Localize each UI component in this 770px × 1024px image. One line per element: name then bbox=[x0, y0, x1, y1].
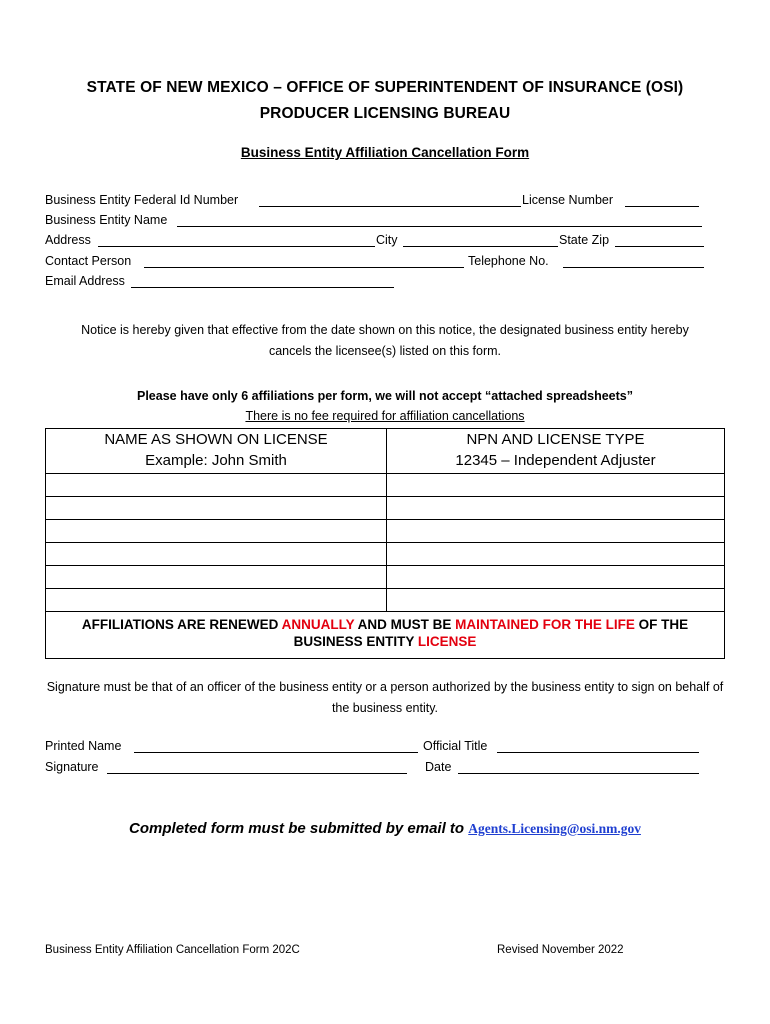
city-label: City bbox=[376, 233, 398, 247]
footer-form-id: Business Entity Affiliation Cancellation Form 202C bbox=[45, 944, 300, 956]
date-field[interactable] bbox=[458, 773, 699, 774]
name-cell[interactable] bbox=[46, 543, 387, 566]
telephone-label: Telephone No. bbox=[468, 254, 549, 268]
telephone-field[interactable] bbox=[563, 267, 704, 268]
form-title: Business Entity Affiliation Cancellation Form bbox=[240, 145, 530, 160]
name-cell[interactable] bbox=[46, 474, 387, 497]
table-row bbox=[46, 497, 725, 520]
signature-field[interactable] bbox=[107, 773, 407, 774]
contact-person-field[interactable] bbox=[144, 267, 464, 268]
no-fee-note: There is no fee required for affiliation cancellations bbox=[245, 409, 525, 423]
signature-authority-note: Signature must be that of an officer of the business entity or a person authorized by the business entity to sign on behalf of the business entity. bbox=[46, 680, 724, 715]
npn-cell[interactable] bbox=[387, 589, 725, 612]
npn-column-title: NPN AND LICENSE TYPE bbox=[466, 431, 645, 448]
agency-title: STATE OF NEW MEXICO – OFFICE OF SUPERINTENDENT OF INSURANCE (OSI) bbox=[86, 79, 684, 96]
submission-instructions bbox=[0, 820, 770, 837]
name-cell[interactable] bbox=[46, 566, 387, 589]
name-cell[interactable] bbox=[46, 520, 387, 543]
renewal-notice-row bbox=[46, 612, 725, 659]
table-row bbox=[46, 566, 725, 589]
entity-name-field[interactable] bbox=[177, 226, 702, 227]
contact-person-label: Contact Person bbox=[45, 254, 132, 268]
renewal-notice-annually: ANNUALLY bbox=[281, 617, 355, 632]
npn-cell[interactable] bbox=[387, 543, 725, 566]
state-zip-label: State Zip bbox=[559, 233, 610, 247]
npn-column-header bbox=[387, 429, 725, 474]
official-title-field[interactable] bbox=[497, 752, 699, 753]
footer-revised-date: Revised November 2022 bbox=[497, 944, 624, 956]
cancellation-notice: Notice is hereby given that effective from the date shown on this notice, the designated business entity hereby cancels the licensee(s) listed on this form. bbox=[81, 323, 689, 358]
address-label: Address bbox=[45, 233, 91, 247]
submission-text: Completed form must be submitted by email to bbox=[129, 820, 469, 837]
table-row bbox=[46, 543, 725, 566]
npn-cell[interactable] bbox=[387, 497, 725, 520]
name-column-title: NAME AS SHOWN ON LICENSE bbox=[104, 431, 328, 448]
federal-id-label: Business Entity Federal Id Number bbox=[45, 193, 239, 207]
table-header-row bbox=[46, 429, 725, 474]
city-field[interactable] bbox=[403, 246, 558, 247]
state-zip-field[interactable] bbox=[615, 246, 704, 247]
table-row bbox=[46, 520, 725, 543]
name-column-header bbox=[46, 429, 387, 474]
name-column-example: Example: John Smith bbox=[145, 452, 287, 469]
npn-cell[interactable] bbox=[387, 474, 725, 497]
renewal-notice-part: OF THE BUSINESS ENTITY bbox=[293, 617, 689, 649]
renewal-notice bbox=[46, 612, 725, 659]
npn-cell[interactable] bbox=[387, 520, 725, 543]
npn-cell[interactable] bbox=[387, 566, 725, 589]
official-title-label: Official Title bbox=[423, 739, 488, 753]
address-field[interactable] bbox=[98, 246, 375, 247]
renewal-notice-part: AND MUST BE bbox=[354, 617, 456, 632]
table-row bbox=[46, 474, 725, 497]
license-number-field[interactable] bbox=[625, 206, 699, 207]
federal-id-field[interactable] bbox=[259, 206, 521, 207]
signature-label: Signature bbox=[45, 760, 99, 774]
submission-email-link[interactable]: Agents.Licensing@osi.nm.gov bbox=[468, 821, 641, 836]
name-cell[interactable] bbox=[46, 497, 387, 520]
affiliation-limit-warning: Please have only 6 affiliations per form, we will not accept “attached spreadsheets” bbox=[137, 389, 633, 403]
email-label: Email Address bbox=[45, 274, 125, 288]
name-cell[interactable] bbox=[46, 589, 387, 612]
renewal-notice-life: MAINTAINED FOR THE LIFE bbox=[455, 617, 635, 632]
printed-name-label: Printed Name bbox=[45, 739, 122, 753]
table-row bbox=[46, 589, 725, 612]
date-label: Date bbox=[425, 760, 452, 774]
bureau-title: PRODUCER LICENSING BUREAU bbox=[259, 105, 511, 122]
npn-column-example: 12345 – Independent Adjuster bbox=[455, 452, 656, 469]
printed-name-field[interactable] bbox=[134, 752, 418, 753]
license-number-label: License Number bbox=[522, 193, 614, 207]
email-field[interactable] bbox=[131, 287, 394, 288]
renewal-notice-part: AFFILIATIONS ARE RENEWED bbox=[81, 617, 282, 632]
renewal-notice-license: LICENSE bbox=[417, 634, 477, 649]
affiliations-table bbox=[45, 428, 725, 659]
entity-name-label: Business Entity Name bbox=[45, 213, 168, 227]
